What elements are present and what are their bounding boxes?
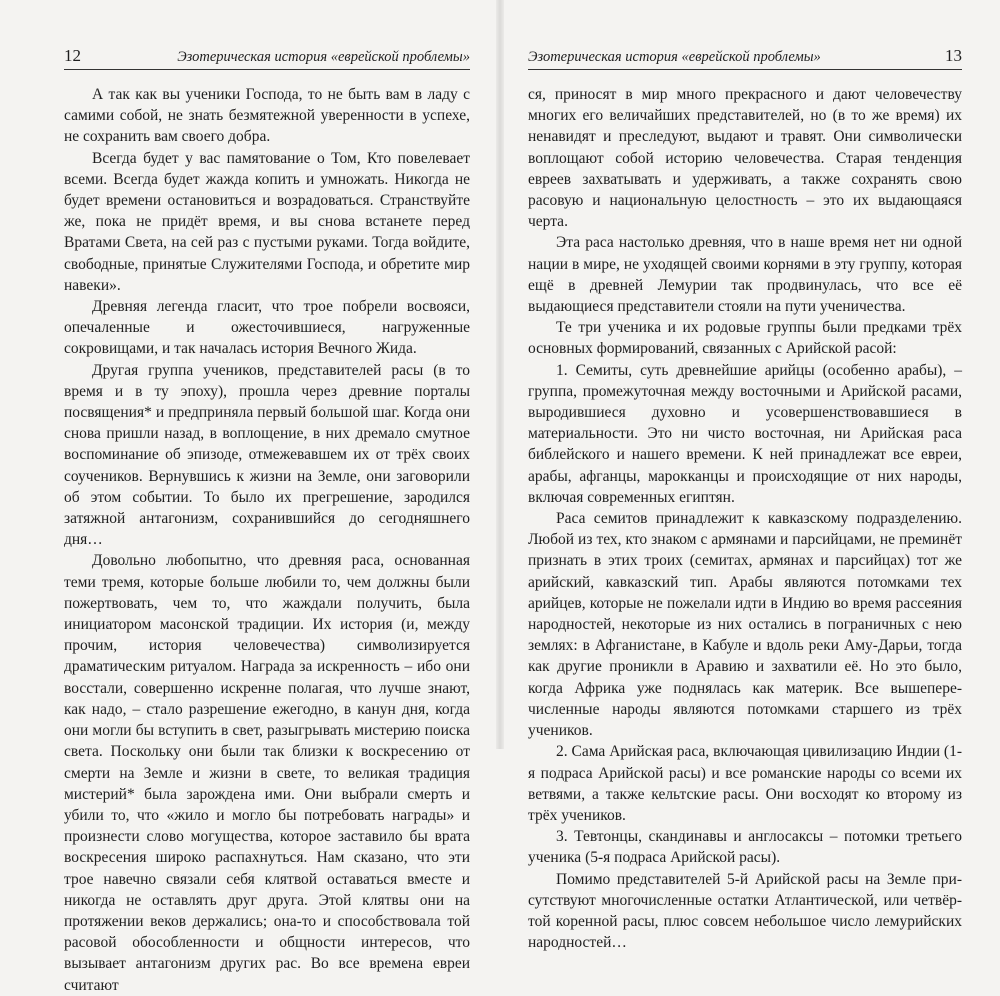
paragraph: ся, приносят в мир много прекрасного и дают человечеству многих его величайших представителей, но (в то же время) их ненавидят и преследуют, выдают и травят. Они символически воплощают собой историю человечества. Старая тенденция евреев захватывать и удерживать, а также сохранять свою расовую и национальную целостность – это их выдающаяся черта. [528, 86, 962, 231]
page-number: 12 [64, 46, 81, 65]
left-running-head [64, 44, 470, 70]
page-number: 13 [945, 46, 962, 65]
right-page [500, 0, 1000, 952]
paragraph: Эта раса настолько древняя, что в наше время нет ни одной нации в мире, не уходящей своими корнями в эту группу, которая ещё в древней Лемурии так продвинулась, что все её выдающиеся представители стояли на пути ученичества. [528, 234, 962, 316]
paragraph: 3. Тевтонцы, скандинавы и англосаксы – потомки третьего ученика (5-я подраса Арийской расы). [528, 828, 962, 867]
paragraph: Помимо представителей 5-й Арийской расы на Земле присутствуют многочисленные остатки Атлантической, или четвёртой коренной расы, плюс совсем небольшое число лемурийских народностей… [528, 870, 962, 952]
right-page-text [528, 84, 962, 953]
paragraph: Древняя легенда гласит, что трое побрели восвояси, опечаленные и ожесточившиеся, нагруженные сокровищами, и так началась история Вечного Жида. [64, 298, 470, 358]
paragraph: А так как вы ученики Господа, то не быть вам в ладу с самими собой, не знать безмятежной уверенности в успехе, не сохранить вам своего добра. [64, 86, 470, 146]
right-running-head [528, 44, 962, 70]
left-page [0, 0, 500, 994]
paragraph: Раса семитов принадлежит к кавказскому подразделению. Любой из тех, кто знаком с армянами и парсийцами, не преминёт признать в этих троих (семитах, армянах и парсийцах) тот же арийский, кавказский тип. Арабы являются потомками тех арийцев, которые не пожелали идти в Индию во время рассеяния народностей, некоторые из них остались в пограничных с нею землях: в Афганистане, в Кабуле и вдоль реки Аму-Дарьи, тогда как другие проникли в Аравию и захватили её. Но это было, когда Африка уже поднялась как материк. Все вышеперечисленные народы являются потомками старшего из трёх учеников. [528, 510, 962, 740]
paragraph: 1. Семиты, суть древнейшие арийцы (особенно арабы), – группа, промежуточная между восточными и Арийской расами, выродившиеся духовно и усовершенствовавшиеся в материальности. Это ни чисто восточная, ни Арийская раса библейского и нашего времени. К ней принадлежат все евреи, арабы, афганцы, марокканцы и происходящие от них народы, включая современных египтян. [528, 361, 962, 506]
left-page-text [64, 84, 470, 996]
paragraph: 2. Сама Арийская раса, включающая цивилизацию Индии (1-я подраса Арийской расы) и все романские народы со всеми их ветвями, а также кельтские расы. Они восходят ко второму из трёх учеников. [528, 743, 962, 824]
paragraph: Те три ученика и их родовые группы были предками трёх основных формирований, связанных с Арийской расой: [528, 319, 962, 358]
running-title: Эзотерическая история «еврейской проблемы» [177, 49, 470, 65]
paragraph: Довольно любопытно, что древняя раса, основанная теми тремя, которые больше любили то, чем должны были пожертвовать, чем то, что жаждали получить, была инициатором масонской традиции. Их история (и, между прочим, история человечества) символизируется драматическим ритуалом. Награда за искренность – ибо они восстали, совершенно искренне полагая, что лучше знают, как надо, – стало разрешение ежегодно, в канун дня, когда они могли бы вступить в свет, разыгрывать мистерию поиска света. Поскольку они были так близки к воскресению от смерти на Земле и жизни в свете, то великая традиция мистерий* была зарождена ими. Они выбрали смерть и убили то, что «жило и могло бы потребовать награды» и произнести слово могущества, которое заставило бы врата воскресения широко распахнуться. Нам сказано, что эти трое навечно связали себя клятвой оставаться вместе и никогда не оставлять друг друга. Этой клятвы они на протяжении веков держались; она-то и способствовала той расовой обособленности и общности интересов, что вызывает антагонизм других рас. Во все времена евреи считают [64, 552, 470, 994]
paragraph: Всегда будет у вас памятование о Том, Кто повелевает всеми. Всегда будет жажда копить и умножать. Никогда не будет времени остановиться и возрадоваться. Странствуйте же, пока не придёт время, и вы снова встанете перед Вратами Света, на сей раз с пустыми руками. Тогда войдите, свободные, принятые Служителями Господа, и обретите мир навеки». [64, 149, 470, 294]
paragraph: Другая группа учеников, представителей расы (в то время и в ту эпоху), прошла через древние порталы посвящения* и предприняла первый большой шаг. Когда они снова пришли назад, в воплощение, в них дремало смутное воспоминание об эпизоде, отмежевавшем их от трёх своих соучеников. Вернувшись к жизни на Земле, они заговорили об этом событии. То было их прегрешение, зародился затяжной антагонизм, сохранившийся до сегодняшнего дня… [64, 361, 470, 549]
running-title: Эзотерическая история «еврейской проблемы» [528, 49, 821, 65]
